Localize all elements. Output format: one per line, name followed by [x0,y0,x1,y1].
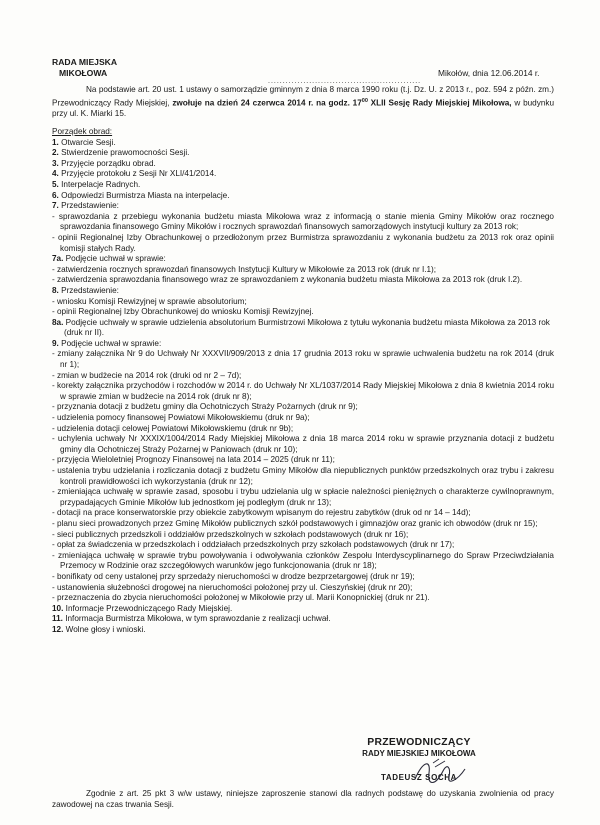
item-text: Interpelacje Radnych. [58,179,141,189]
item-number: 12. [52,624,64,634]
item-text: Stwierdzenie prawomocności Sesji. [58,148,190,158]
agenda-subitem: - zmieniająca uchwałę w sprawie zasad, sposobu i trybu udzielania ulg w spłacie należności pieniężnych o charakterze cywilnoprawnym, przypadających Gminie Mikołów lub jednostkom jej podległym (druk nr 13); [52,487,554,507]
agenda-item-8 [52,286,554,297]
agenda-items-1-7 [52,138,554,212]
agenda-subitem: - zmieniająca uchwałę w sprawie trybu powoływania i odwoływania członków Zespołu Interdyscyplinarnego do Spraw Przeciwdziałania Przemocy w Rodzinie oraz szczegółowych warunków jego funkcjonowania (druk nr 18); [52,550,554,571]
item-text: Przedstawienie: [58,201,119,211]
document-date: Mikołów, dnia 12.06.2014 r. [438,68,540,78]
agenda-subitem: - planu sieci prowadzonych przez Gminę Mikołów publicznych szkół podstawowych i gimnazjów oraz granic ich obwodów (druk nr 15); [52,518,538,528]
item-number: 8. [52,285,59,295]
agenda-item [52,180,554,191]
agenda-subitem: - udzielenia dotacji celowej Powiatowi Mikołowskiemu (druk nr 9b); [52,423,294,433]
intro-text-2: w budynku przy ul. K. Miarki 15. [52,98,555,118]
item-number: 10. [52,603,64,613]
agenda-subitem: - korekty załącznika przychodów i rozchodów w 2014 r. do Uchwały Nr XL/1037/2014 Rady Miejskiej Mikołowa z dnia 8 kwietnia 2014 roku w sprawie zmian w budżecie na 2014 rok (druk nr 8); [52,381,554,401]
council-name-line1: RADA MIEJSKA [52,57,118,67]
agenda-subitem: - ustanowienia służebności drogowej na nieruchomości położonej przy ul. Cieszyńskiej (druk nr 20); [52,582,413,592]
intro-text-1: Na podstawie art. 20 ust. 1 ustawy o samorządzie gminnym z dnia 8 marca 1990 roku (t.j. Dz. U. z 2013 r., poz. 594 z późn. zm.) Przewodniczący Rady Miejskiej, [52,85,554,108]
item-text: Podjęcie uchwał w sprawie: [63,254,166,264]
item-number: 1. [52,137,59,147]
agenda-item [52,201,554,212]
item-number: 11. [52,614,63,624]
agenda-item-8a [52,318,554,339]
agenda-item-7a [52,254,554,265]
item-number: 3. [52,158,59,168]
item-number: 6. [52,190,59,200]
dotted-line: .................................................... [268,78,422,85]
signature-title: PRZEWODNICZĄCY [367,737,471,748]
item-8-subitems [52,297,554,318]
agenda [52,127,554,636]
council-name-line2: MIKOŁOWA [59,68,108,78]
item-text: Podjęcie uchwały w sprawie udzielenia absolutorium Burmistrzowi Mikołowa z tytułu wykonania budżetu miasta Mikołowa za 2013 rok (druk nr II). [63,317,550,338]
agenda-subitem: - udzielenia pomocy finansowej Powiatowi Mikołowskiemu (druk nr 9a); [52,413,310,423]
agenda-subitem: - uchylenia uchwały Nr XXXIX/1004/2014 Rady Miejskiej Mikołowa z dnia 18 marca 2014 roku w sprawie przyznania dotacji z budżetu gminy dla Ochotniczej Straży Pożarnej w Paniowach (druk nr 10); [52,434,554,454]
item-text: Odpowiedzi Burmistrza Miasta na interpelacje. [58,190,230,200]
footer-note [52,789,554,810]
agenda-item [52,148,554,159]
item-number: 2. [52,148,59,158]
item-number: 8a. [52,317,64,327]
agenda-item [52,169,554,180]
intro-paragraph [52,85,554,120]
time-superscript: 00 [361,97,368,104]
agenda-subitem: - dotacji na prace konserwatorskie przy obiekcie zabytkowym wpisanym do rejestru zabytków (druk od nr 14 – 14d); [52,508,471,518]
agenda-subitem: - opinii Regionalnej Izby Obrachunkowej o przedłożonym przez Burmistrza sprawozdaniu z wykonania budżetu za 2013 rok oraz opinii komisji stałych Rady. [52,232,554,253]
intro-bold-2: XLII Sesję Rady Miejskiej Mikołowa, [367,98,512,108]
handwritten-signature [405,757,475,791]
agenda-item [52,191,554,202]
agenda-subitem: - bonifikaty od ceny ustalonej przy sprzedaży nieruchomości w drodze bezprzetargowej (druk nr 19); [52,571,415,581]
agenda-subitem: - przyznania dotacji z budżetu gminy dla Ochotniczych Straży Pożarnych (druk nr 9); [52,402,358,412]
item-text: Informacje Przewodniczącego Rady Miejskiej. [63,603,233,613]
agenda-subitem: - zatwierdzenia rocznych sprawozdań finansowych Instytucji Kultury w Mikołowie za 2013 rok (druk nr I.1); [52,264,437,274]
item-number: 7a. [52,254,64,264]
agenda-subitem: - opinii Regionalnej Izby Obrachunkowej do wniosku Komisji Rewizyjnej. [52,307,314,317]
council-header [52,57,117,79]
agenda-heading: Porządek obrad: [52,127,113,136]
item-text: Przedstawienie: [58,285,119,295]
agenda-subitem: - zatwierdzenia sprawozdania finansowego wraz ze sprawozdaniem z wykonania budżetu miasta Mikołowa za 2013 rok (druk I.2). [52,275,523,285]
agenda-subitem: - zmian w budżecie na 2014 rok (druki od nr 2 – 7d); [52,370,242,380]
item-text: Informacja Burmistrza Mikołowa, w tym sprawozdanie z realizacji uchwał. [62,614,331,624]
agenda-subitem: - przyjęcia Wieloletniej Prognozy Finansowej na lata 2014 – 2025 (druk nr 11); [52,455,335,465]
item-9-subitems [52,349,554,603]
item-number: 9. [52,338,59,348]
agenda-subitem: - sieci publicznych przedszkoli i oddziałów przedszkolnych w szkołach podstawowych (druk nr 16); [52,529,409,539]
item-text: Przyjęcie protokołu z Sesji Nr XLI/41/2014. [58,169,217,179]
item-number: 4. [52,169,59,179]
agenda-items-10-12 [52,604,554,636]
intro-bold-1: zwołuje na dzień 24 czerwca 2014 r. na godz. 17 [172,98,362,108]
item-number: 7. [52,201,59,211]
signatory-name: TADEUSZ SOCHA [380,773,458,782]
agenda-subitem: - opłat za świadczenia w przedszkolach i oddziałach przedszkolnych przy szkołach podstawowych (druk nr 17); [52,540,455,550]
agenda-subitem: - zmiany załącznika Nr 9 do Uchwały Nr XXXVII/909/2013 z dnia 17 grudnia 2013 roku w sprawie uchwalenia budżetu na rok 2014 (druk nr 1); [52,349,554,370]
agenda-subitem: - wniosku Komisji Rewizyjnej w sprawie absolutorium; [52,296,247,306]
item-7-subitems [52,212,554,254]
item-text: Przyjęcie porządku obrad. [58,158,156,168]
agenda-item [52,159,554,170]
agenda-item [52,625,554,636]
agenda-item-9 [52,339,554,350]
signature-subtitle: RADY MIEJSKIEJ MIKOŁOWA [362,749,476,758]
footer-text: Zgodnie z art. 25 pkt 3 w/w ustawy, niniejsze zaproszenie stanowi dla radnych podstawę do uzyskania zwolnienia od pracy zawodowej na czas trwania Sesji. [52,789,554,809]
item-text: Wolne głosy i wnioski. [63,624,146,634]
item-number: 5. [52,179,59,189]
item-7a-subitems [52,265,554,286]
agenda-item [52,138,554,149]
agenda-subitem: - przeznaczenia do zbycia nieruchomości położonej w Mikołowie przy ul. Marii Konopnickiej (druk nr 21). [52,593,430,603]
agenda-item [52,604,554,615]
item-text: Podjęcie uchwał w sprawie: [58,338,162,348]
agenda-subitem: - sprawozdania z przebiegu wykonania budżetu miasta Mikołowa wraz z informacją o stanie mienia Gminy Mikołów oraz rocznego sprawozdania finansowego Gminy Mikołów i rocznych sprawozdań finansowych samorządowych instytucji kultury za 2013 rok; [52,211,554,232]
agenda-subitem: - ustalenia trybu udzielania i rozliczania dotacji z budżetu Gminy Mikołów dla niepublicznych punktów przedszkolnych oraz trybu i zakresu kontroli prawidłowości ich wykorzystania (druk nr 12); [52,466,554,486]
agenda-item [52,614,554,625]
item-text: Otwarcie Sesji. [58,137,116,147]
